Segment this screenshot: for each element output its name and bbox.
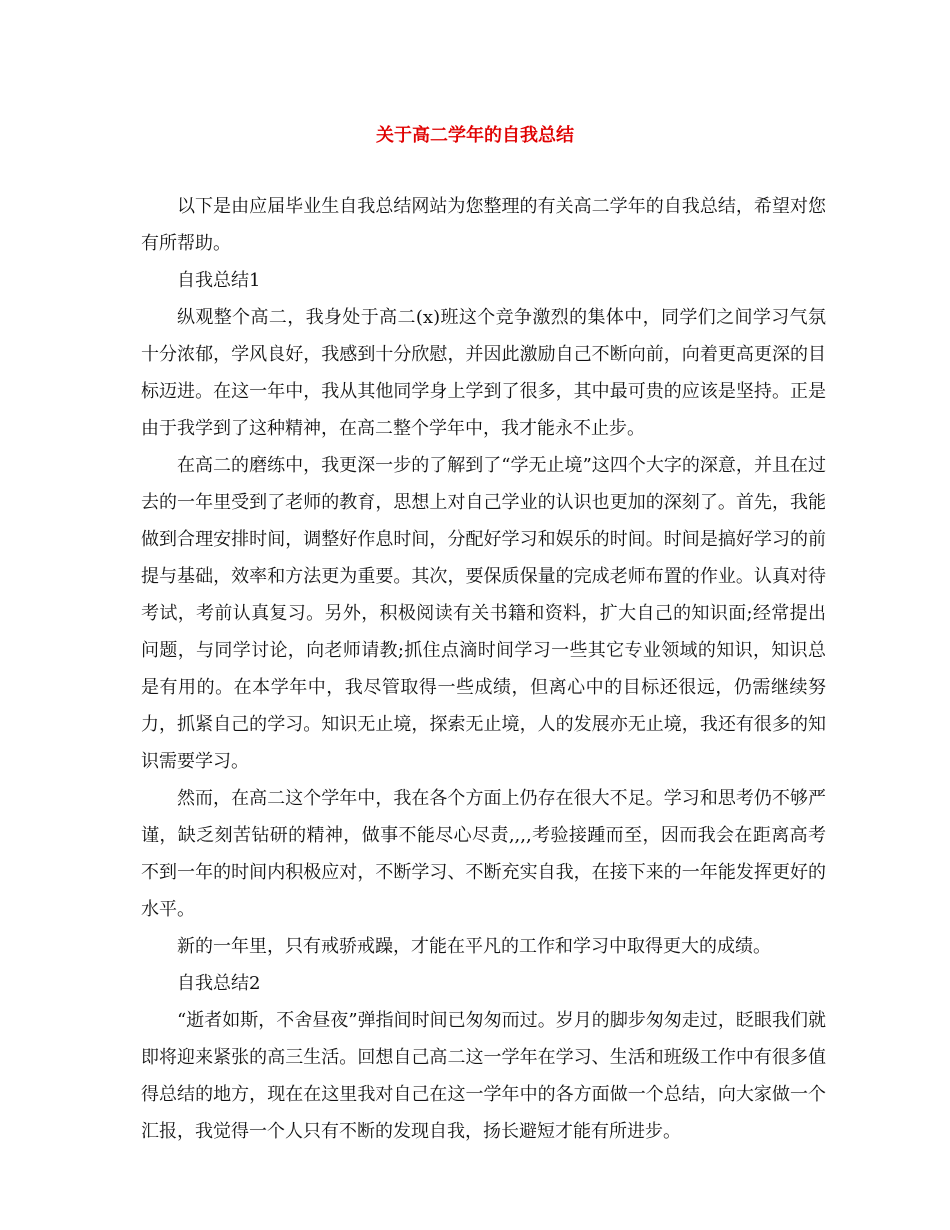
document-body [141, 188, 826, 1150]
body-paragraph: 然而，在高二这个学年中，我在各个方面上仍存在很大不足。学习和思考仍不够严谨，缺乏刻苦钻研的精神，做事不能尽心尽责,,,,考验接踵而至，因而我会在距离高考不到一年的时间内积极应对，不断学习、不断充实自我，在接下来的一年能发挥更好的水平。 [141, 788, 826, 920]
body-paragraph: “逝者如斯，不舍昼夜”弹指间时间已匆匆而过。岁月的脚步匆匆走过，眨眼我们就即将迎来紧张的高三生活。回想自己高二这一学年在学习、生活和班级工作中有很多值得总结的地方，现在在这里我对自己在这一学年中的各方面做一个总结，向大家做一个汇报，我觉得一个人只有不断的发现自我，扬长避短才能有所进步。 [141, 1010, 826, 1142]
section-heading-1: 自我总结1 [177, 270, 261, 291]
section-heading-2: 自我总结2 [177, 973, 261, 994]
intro-paragraph: 以下是由应届毕业生自我总结网站为您整理的有关高二学年的自我总结，希望对您有所帮助。 [141, 196, 826, 254]
body-paragraph: 纵观整个高二，我身处于高二(x)班这个竞争激烈的集体中，同学们之间学习气氛十分浓郁，学风良好，我感到十分欣慰，并因此激励自己不断向前，向着更高更深的目标迈进。在这一年中，我从其他同学身上学到了很多，其中最可贵的应该是坚持。正是由于我学到了这种精神，在高二整个学年中，我才能永不止步。 [141, 307, 826, 439]
body-paragraph: 在高二的磨练中，我更深一步的了解到了“学无止境”这四个大字的深意，并且在过去的一年里受到了老师的教育，思想上对自己学业的认识也更加的深刻了。首先，我能做到合理安排时间，调整好作息时间，分配好学习和娱乐的时间。时间是搞好学习的前提与基础，效率和方法更为重要。其次，要保质保量的完成老师布置的作业。认真对待考试，考前认真复习。另外，积极阅读有关书籍和资料，扩大自己的知识面;经常提出问题，与同学讨论，向老师请教;抓住点滴时间学习一些其它专业领域的知识，知识总是有用的。在本学年中，我尽管取得一些成绩，但离心中的目标还很远，仍需继续努力，抓紧自己的学习。知识无止境，探索无止境，人的发展亦无止境，我还有很多的知识需要学习。 [141, 455, 826, 772]
document-title: 关于高二学年的自我总结 [376, 125, 574, 146]
body-paragraph: 新的一年里，只有戒骄戒躁，才能在平凡的工作和学习中取得更大的成绩。 [177, 936, 771, 957]
